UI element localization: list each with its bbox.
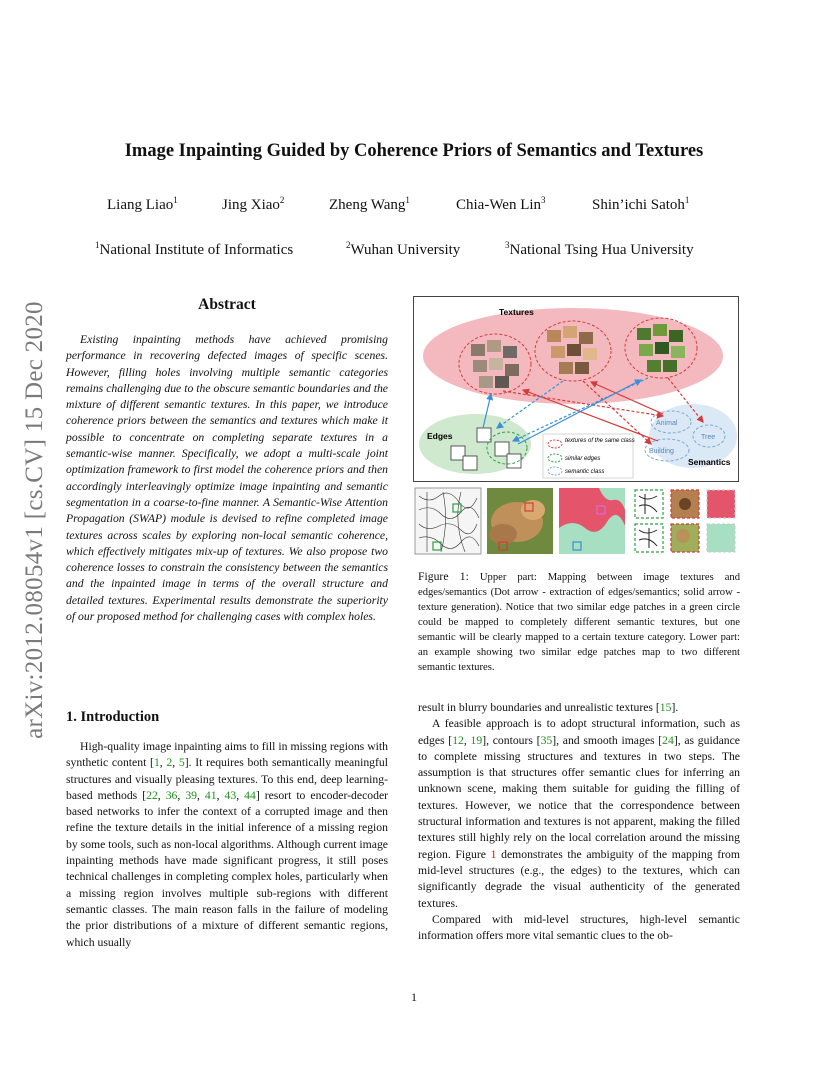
label-tree: Tree <box>701 434 716 441</box>
figure-1 <box>413 296 739 558</box>
citation-link[interactable]: 15 <box>659 701 672 714</box>
legend-textures-same-class: textures of the same class <box>565 438 635 444</box>
citation-link[interactable]: 5 <box>178 756 185 770</box>
label-semantics: Semantics <box>688 457 731 467</box>
figure-1-caption-text: Upper part: Mapping between image textures and edges/semantics (Dot arrow - extraction of edges/semantics; solid arrow - texture generation). Notice that two similar edge patches in a green circle could be mapped to completely different semantic textures, but one semantic will be clearly mapped to a certain texture category. Lower part: an example showing two similar edge patches map to two different semantic textures. <box>418 572 740 673</box>
page-number: 1 <box>411 990 417 1004</box>
label-edges: Edges <box>427 431 453 441</box>
citation-link[interactable]: 41 <box>204 788 217 802</box>
label-building: Building <box>649 448 674 455</box>
legend-semantic-class: semantic class <box>565 469 605 475</box>
author-4: Chia-Wen Lin$^3$ <box>456 195 546 213</box>
example-edge-map <box>415 488 481 554</box>
abstract-text: Existing inpainting methods have achieved promising performance in recovering defected images of specific scenes. However, filling holes involving multiple semantic categories remains challenging due to the obscure semantic boundaries and the mixture of different semantic textures. In this paper, we introduce coherence priors between the semantics and textures which make it possible to concentrate on completing separate textures in a semantic-wise manner. Specifically, we adopt a multi-scale joint optimization framework to first model the coherence priors and then accordingly interleavingly optimize image inpainting and semantic segmentation in a coarse-to-fine manner. A Semantic-Wise Attention Propagation (SWAP) module is devised to refine completed image textures across scales by exploring non-local semantic coherence, which effectively mitigates mix-up of textures. We also propose two coherence losses to constrain the consistency between the semantics and the inpainted image in terms of the overall structure and detailed textures. Experimental results demonstrate the superiority of our proposed method for challenging cases with complex holes. <box>66 333 388 624</box>
abstract-heading: Abstract <box>198 296 256 313</box>
citation-link[interactable]: 36 <box>165 788 178 802</box>
figure-legend <box>543 434 635 478</box>
intro-paragraph-2: A feasible approach is to adopt structural information, such as edges [12, 19], contours [35], and smooth images [24], as guidance to complete missing structures and textures in two steps. The assumption is that structures offer semantic clues for inferring an unknown scene, making them suitable for guiding the filling of textures. However, we notice that the correspondence between structural information and textures is not apparent, making the filled textures still highly rely on the local correlation around the missing region. Figure 1 demonstrates the ambiguity of the mapping from mid-level structures (e.g., the edges) to the textures, which can significantly degrade the visual authenticity of the generated textures. <box>418 717 740 910</box>
author-1: Liang Liao$^1$ <box>107 195 178 213</box>
citation-link[interactable]: 2 <box>166 756 173 770</box>
paper-title: Image Inpainting Guided by Coherence Priors of Semantics and Textures <box>124 141 704 161</box>
citation-link[interactable]: 35 <box>540 733 553 747</box>
intro-paragraph-1: High-quality image inpainting aims to fill in missing regions with synthetic content [1, 2, 5]. It requires both semantically meaningful structures and visually pleasing textures. To this end, deep learning-based methods [22, 36, 39, 41, 43, 44] resort to encoder-decoder based networks to infer the context of a corrupted image and then refine the texture details in the initial inference of a missing region by some tools, such as non-local algorithms. Although current image inpainting methods have made significant progress, it still poses technical challenges in completing complex holes, particularly when a missing region involves multiple sub-regions with different semantic classes. The main reason falls in the failure of modeling the prior distributions of a mixture of different semantic regions, which usually <box>66 740 389 949</box>
example-zoom-patches <box>635 490 735 552</box>
right-column-text <box>418 700 740 944</box>
label-animal: Animal <box>656 420 678 427</box>
figure-1-caption <box>418 569 740 675</box>
citation-link[interactable]: 24 <box>662 733 674 747</box>
figure-reference-link[interactable]: 1 <box>490 847 497 861</box>
citation-link[interactable]: 39 <box>185 788 197 802</box>
section-heading-introduction: 1. Introduction <box>66 709 160 725</box>
author-3: Zheng Wang$^1$ <box>329 195 410 213</box>
label-textures: Textures <box>499 307 534 317</box>
arxiv-stamp <box>18 270 52 770</box>
author-2: Jing Xiao$^2$ <box>222 195 285 213</box>
figure-1-caption-label: Figure 1: <box>418 570 469 583</box>
citation-link[interactable]: 12 <box>452 733 464 747</box>
example-semantic-map <box>559 488 625 554</box>
arxiv-stamp-text: arXiv:2012.08054v1 [cs.CV] 15 Dec 2020 <box>21 301 48 739</box>
citation-link[interactable]: 19 <box>470 733 483 747</box>
citation-link[interactable]: 44 <box>244 788 256 802</box>
intro-paragraph-1-continued: result in blurry boundaries and unrealistic textures [15]. <box>418 701 679 714</box>
intro-paragraph-3: Compared with mid-level structures, high-level semantic information offers more vital semantic clues to the ob- <box>418 912 740 943</box>
affiliation-1: $^1$National Institute of Informatics <box>95 240 294 258</box>
author-5: Shin’ichi Satoh$^1$ <box>592 195 690 213</box>
citation-link[interactable]: 1 <box>153 756 160 770</box>
citation-link[interactable]: 22 <box>146 788 158 802</box>
citation-link[interactable]: 43 <box>224 788 237 802</box>
example-photo <box>487 488 553 554</box>
affiliation-2: $^2$Wuhan University <box>346 240 461 258</box>
legend-similar-edges: similar edges <box>565 456 601 462</box>
affiliation-3: $^3$National Tsing Hua University <box>505 240 694 258</box>
